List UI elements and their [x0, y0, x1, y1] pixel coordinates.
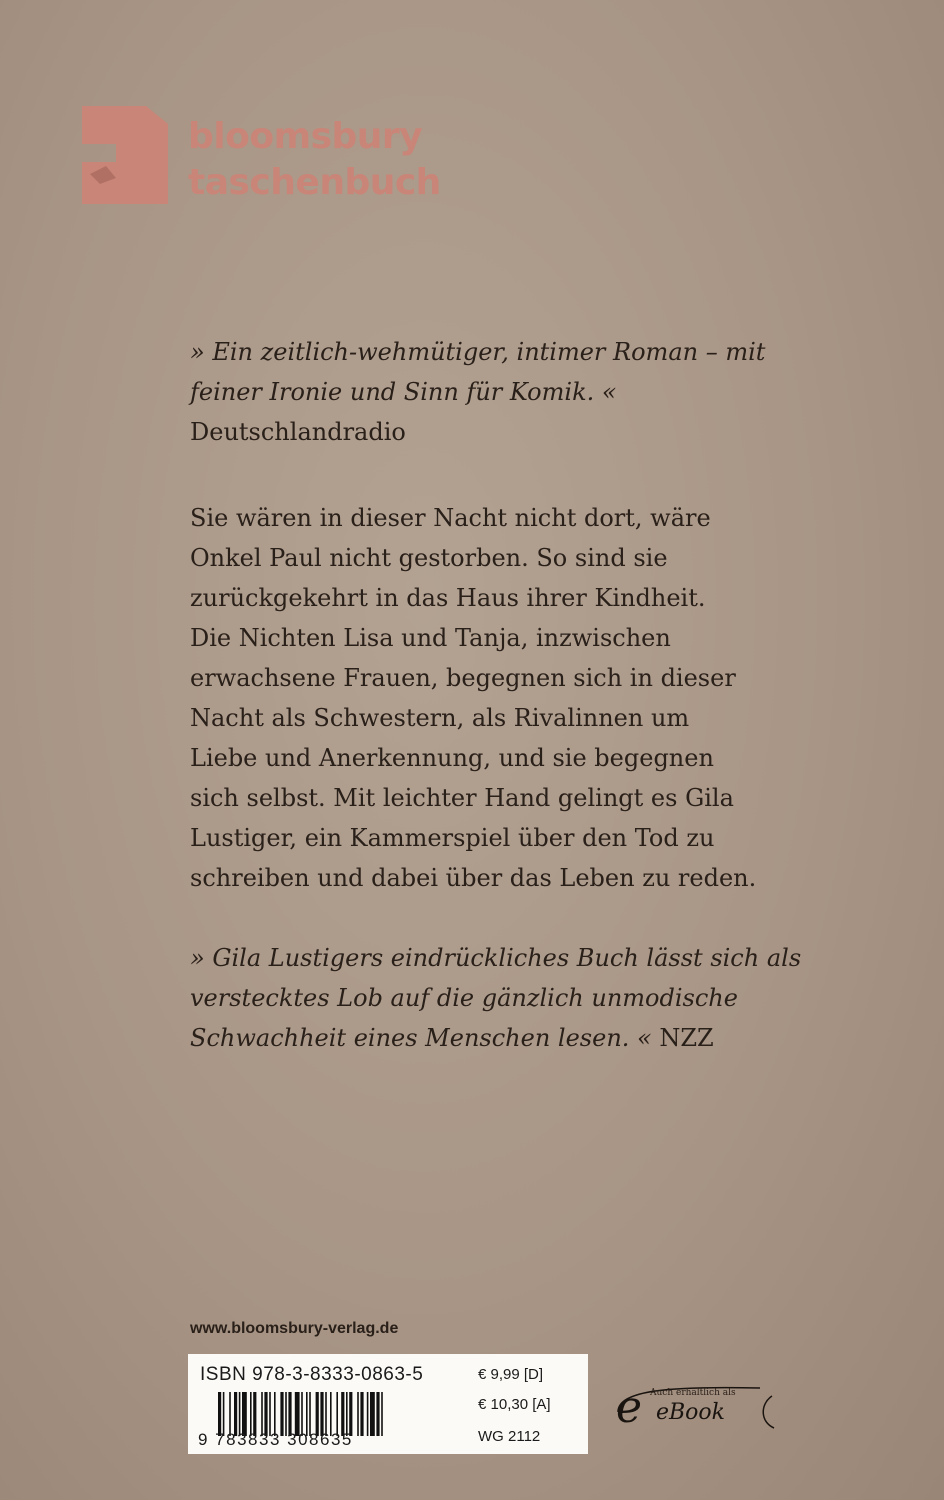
quote-2-line: verstecktes Lob auf die gänzlich unmodische	[190, 984, 738, 1012]
ebook-word: eBook	[656, 1400, 726, 1425]
ebook-note: Auch erhältlich als	[650, 1388, 736, 1398]
blurb-line: erwachsene Frauen, begegnen sich in dieser	[190, 664, 736, 692]
quote-1-source: Deutschlandradio	[190, 418, 406, 446]
isbn-barcode-box	[188, 1354, 588, 1454]
blurb-line: Onkel Paul nicht gestorben. So sind sie	[190, 544, 668, 572]
blurb-line: zurückgekehrt in das Haus ihrer Kindheit.	[190, 584, 706, 612]
price-austria: € 10,30 [A]	[478, 1396, 551, 1413]
bloomsbury-logo-icon	[76, 104, 174, 208]
logo-line-2: taschenbuch	[188, 162, 441, 203]
logo-wordmark	[188, 114, 441, 206]
blurb-line: Nacht als Schwestern, als Rivalinnen um	[190, 704, 690, 732]
blurb-line: Lustiger, ein Kammerspiel über den Tod zu	[190, 824, 715, 852]
ebook-letter: e	[616, 1382, 643, 1433]
isbn-number: ISBN 978-3-8333-0863-5	[200, 1364, 424, 1385]
blurb-line: Die Nichten Lisa und Tanja, inzwischen	[190, 624, 671, 652]
book-blurb	[190, 498, 790, 898]
quote-2-line: Schwachheit eines Menschen lesen. «	[190, 1024, 652, 1052]
price-germany: € 9,99 [D]	[478, 1366, 544, 1383]
blurb-line: sich selbst. Mit leichter Hand gelingt es Gila	[190, 784, 734, 812]
quote-2-source: NZZ	[659, 1024, 714, 1052]
blurb-line: Sie wären in dieser Nacht nicht dort, wäre	[190, 504, 711, 532]
quote-1-line: » Ein zeitlich-wehmütiger, intimer Roman – mit	[190, 338, 766, 366]
warengruppe: WG 2112	[478, 1428, 541, 1445]
publisher-website: www.bloomsbury-verlag.de	[190, 1320, 399, 1337]
blurb-line: Liebe und Anerkennung, und sie begegnen	[190, 744, 714, 772]
logo-line-1: bloomsbury	[188, 116, 423, 157]
barcode-digits: 9 783833 308635	[198, 1430, 353, 1449]
publisher-logo	[76, 104, 456, 214]
quote-1-line: feiner Ironie und Sinn für Komik. «	[190, 378, 617, 406]
review-quote-1	[190, 332, 790, 452]
review-quote-2	[190, 938, 802, 1058]
ebook-badge	[610, 1382, 786, 1438]
quote-2-line: » Gila Lustigers eindrückliches Buch lässt sich als	[190, 944, 802, 972]
blurb-line: schreiben und dabei über das Leben zu reden.	[190, 864, 757, 892]
